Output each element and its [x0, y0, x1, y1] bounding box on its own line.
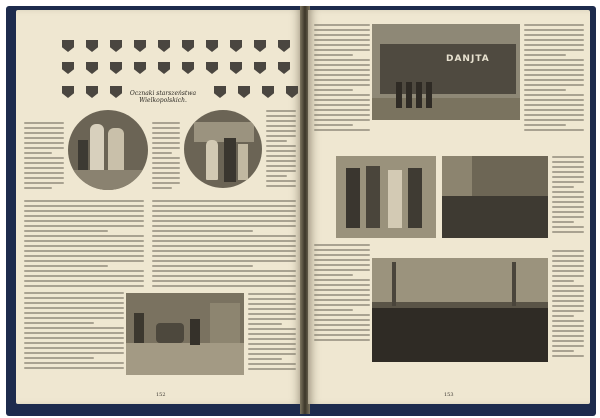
train-lettering: DANJTA — [446, 54, 490, 64]
insignia-crest — [84, 62, 100, 80]
insignia-crest — [84, 86, 100, 104]
armored-train-photo — [372, 24, 520, 120]
insignia-crest — [204, 62, 220, 80]
circular-photo-right — [184, 110, 262, 188]
insignia-crest — [276, 62, 292, 80]
insignia-crest — [260, 86, 276, 104]
insignia-crest — [284, 86, 300, 104]
insignia-crest — [60, 62, 76, 80]
insignia-crest — [108, 62, 124, 80]
insignia-crest — [228, 62, 244, 80]
insignia-crest — [252, 62, 268, 80]
insignia-crest — [236, 86, 252, 104]
body-text-side — [248, 293, 296, 373]
text-column-mid-right — [552, 156, 584, 236]
insignia-crest — [132, 62, 148, 80]
insignia-crest — [228, 40, 244, 58]
circular-photo-left — [68, 110, 148, 190]
insignia-crest — [156, 62, 172, 80]
text-column-a — [24, 122, 64, 192]
body-text-left — [24, 200, 144, 290]
insignia-crest — [180, 40, 196, 58]
text-column-c — [266, 110, 296, 190]
page-number-right: 153 — [444, 392, 454, 398]
text-column-lower-right — [552, 250, 584, 360]
body-text-lower — [24, 292, 124, 372]
text-column-b — [152, 122, 180, 192]
text-column-top-right — [524, 24, 584, 134]
insignia-crest — [180, 62, 196, 80]
insignia-crest — [252, 40, 268, 58]
trench-photo — [126, 293, 244, 375]
page-number-left: 152 — [156, 392, 166, 398]
officers-photo — [336, 156, 436, 238]
insignia-crest — [84, 40, 100, 58]
insignia-title-line1: Ocznaki starszeństwa — [129, 90, 197, 97]
insignia-crest — [276, 40, 292, 58]
insignia-title-line2: Wielkopolskich. — [139, 97, 187, 104]
text-column-top-left — [314, 24, 370, 134]
insignia-crest — [60, 86, 76, 104]
text-column-lower-left — [314, 244, 370, 344]
left-page — [16, 10, 302, 404]
insignia-crest — [204, 40, 220, 58]
body-text-right — [152, 200, 296, 290]
right-page — [308, 10, 590, 404]
crowd-photo — [372, 258, 548, 362]
insignia-crest — [60, 40, 76, 58]
insignia-crest — [156, 40, 172, 58]
insignia-crest — [108, 40, 124, 58]
insignia-crest — [132, 40, 148, 58]
parade-photo — [442, 156, 548, 238]
insignia-title — [108, 90, 218, 104]
